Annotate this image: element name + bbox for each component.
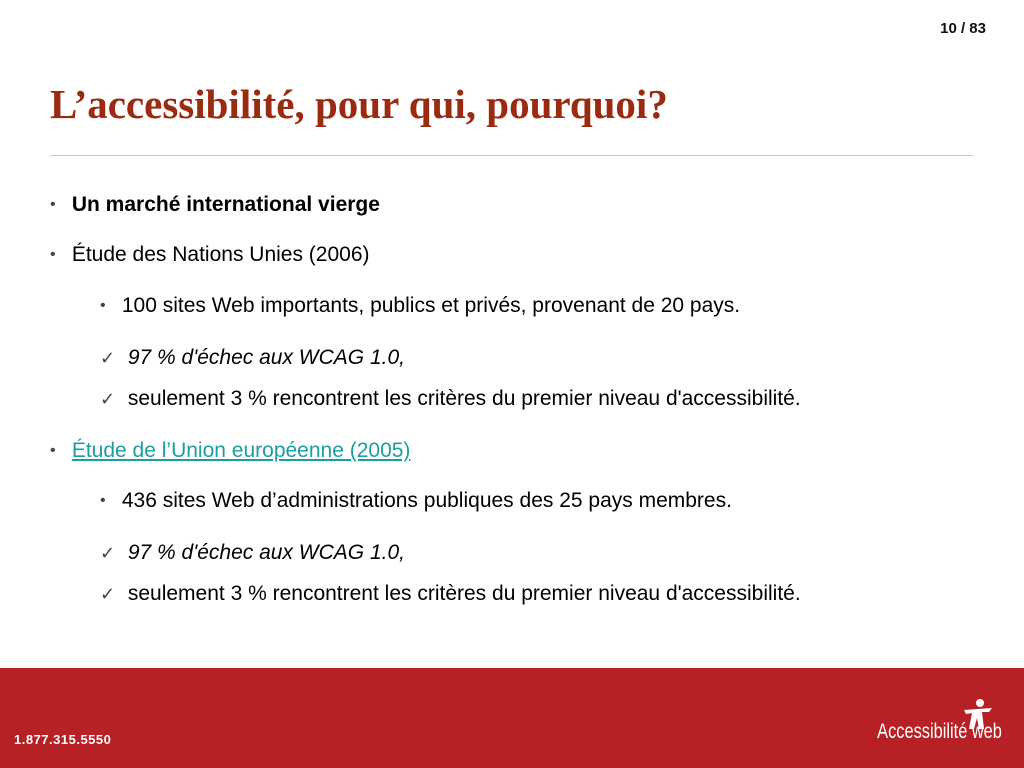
check-item-text: seulement 3 % rencontrent les critères du premier niveau d'accessibilité. bbox=[127, 387, 801, 410]
bullet-icon: • bbox=[50, 246, 56, 263]
check-item bbox=[100, 345, 405, 371]
bullet-icon: • bbox=[100, 297, 106, 314]
sub-list-item-text: 436 sites Web d’administrations publiques des 25 pays membres. bbox=[121, 489, 732, 512]
checkmark-icon: ✓ bbox=[100, 348, 116, 368]
logo-text: Accessibilité web bbox=[877, 720, 1002, 743]
eu-study-link[interactable]: Étude de l’Union européenne (2005) bbox=[71, 439, 411, 462]
list-item-text: Un marché international vierge bbox=[71, 193, 380, 216]
footer-phone: 1.877.315.5550 bbox=[14, 732, 112, 747]
slide-title: L’accessibilité, pour qui, pourquoi? bbox=[50, 81, 668, 127]
checkmark-icon: ✓ bbox=[100, 543, 116, 563]
sub-list-item bbox=[100, 293, 740, 319]
check-item bbox=[100, 540, 405, 566]
list-item bbox=[50, 438, 410, 464]
checkmark-icon: ✓ bbox=[100, 389, 116, 409]
title-divider bbox=[50, 155, 973, 156]
sub-list-item bbox=[100, 488, 732, 514]
bullet-icon: • bbox=[50, 442, 56, 459]
accessibilite-web-logo bbox=[862, 696, 1002, 746]
list-item-text: Étude des Nations Unies (2006) bbox=[71, 243, 370, 266]
list-item bbox=[50, 242, 370, 268]
check-item-text: seulement 3 % rencontrent les critères du premier niveau d'accessibilité. bbox=[127, 582, 801, 605]
bullet-icon: • bbox=[100, 492, 106, 509]
check-item-text: 97 % d'échec aux WCAG 1.0, bbox=[127, 541, 405, 564]
footer-bar bbox=[0, 668, 1024, 768]
check-item bbox=[100, 386, 801, 412]
check-item-text: 97 % d'échec aux WCAG 1.0, bbox=[127, 346, 405, 369]
checkmark-icon: ✓ bbox=[100, 584, 116, 604]
sub-list-item-text: 100 sites Web importants, publics et privés, provenant de 20 pays. bbox=[121, 294, 741, 317]
list-item bbox=[50, 192, 380, 218]
bullet-icon: • bbox=[50, 196, 56, 213]
check-item bbox=[100, 581, 801, 607]
slide-counter: 10 / 83 bbox=[940, 20, 986, 37]
